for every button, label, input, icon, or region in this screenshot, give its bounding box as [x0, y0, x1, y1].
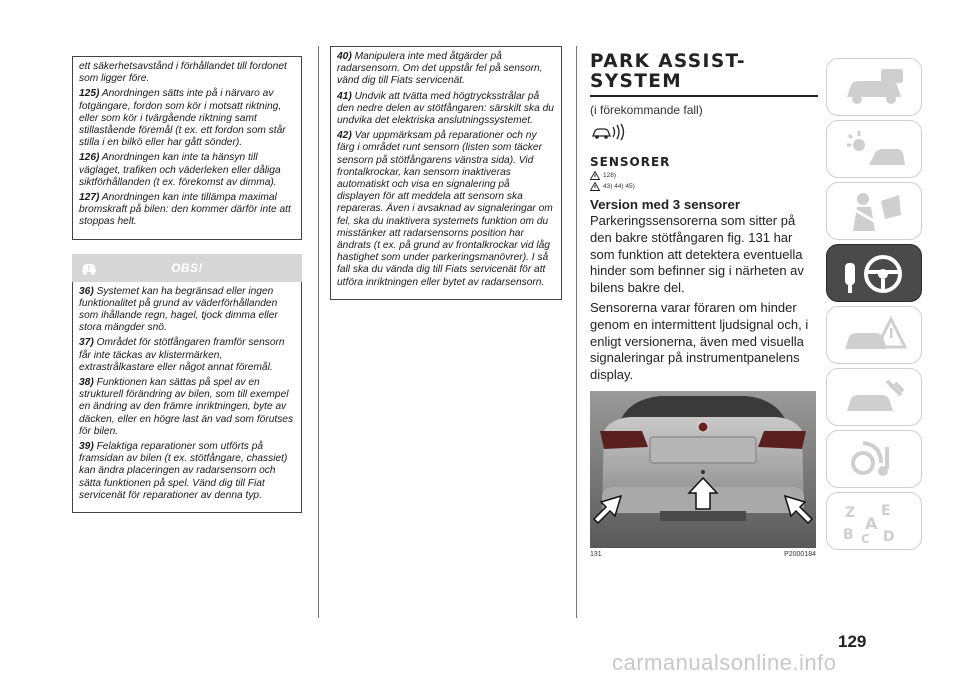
ref-number: 128): [603, 172, 617, 179]
chapter-tabs: [826, 58, 926, 554]
lights-icon: [841, 129, 907, 171]
tab-lights[interactable]: [826, 120, 922, 178]
note-text: Anordningen sätts inte på i närvaro av fotgängare, fordon som kör i motsatt riktning, eller som kör i tvärgående riktning samt stillastående föremål (t ex. ett fordon som står stilla i en bilkö eller har gått sönder).: [79, 88, 286, 149]
note-number: 39): [79, 441, 94, 453]
page-number: 129: [838, 632, 867, 651]
section-title-line: SYSTEM: [590, 71, 683, 92]
section-title: [590, 52, 812, 92]
note-36: [79, 286, 295, 335]
svg-text:Z: Z: [845, 505, 856, 521]
watermark: carmanualsonline.info: [612, 650, 837, 675]
note-text: Undvik att tvätta med högtrycksstrålar på den nedre delen av stötfångaren: särskilt ska du undvika det elektriska anslutningssystemet.: [337, 90, 554, 127]
note-127: [79, 192, 295, 229]
note-text: Funktionen kan sättas på spel av en strukturell förändring av bilen, som till exempel en ändring av den främre inriktningen, byte av däcken, eller en högre last än vad som förutses för bilen.: [79, 377, 294, 437]
body-paragraph: Parkeringssensorerna som sitter på den bakre stötfångaren fig. 131 har som funktion att detektera eventuella hinder som befinner sig i närheten av bilens bakre del.: [590, 213, 804, 296]
ref-number: 43) 44) 45): [603, 183, 635, 190]
note-text: Manipulera inte med åtgärder på radarsensorn. Om det uppstår fel på sensorn, vänd dig till Fiats servicenät.: [337, 51, 543, 87]
multimedia-icon: [841, 439, 907, 481]
note-text: Var uppmärksam på reparationer och ny färg i området runt sensorn (listen som täcker sensorn på stötfångarens vänstra sida). Vid frontalkrockar, kan sensorn inaktiveras automatiskt och visa en signalering på displayen för att meddela att sensorn ska repareras. Även i avsaknad av signaleringar om fel, ska du inaktivera systemets funktion om du misstänker att radarsensorns position har ändrats (t ex. på grund av frontalkrockar vid låg hastighet som under parkeringsmanövrer). I så fall ska du vända dig till Fiats servicenät för att utföra inriktningen eller bytet av radarsensorn.: [337, 130, 553, 288]
column-divider: [318, 46, 319, 618]
tab-maintenance[interactable]: [826, 368, 922, 426]
svg-text:A: A: [865, 514, 878, 533]
note-number: 36): [79, 285, 94, 297]
tab-starting-driving[interactable]: [826, 244, 922, 302]
seat-safety-icon: [841, 191, 907, 233]
note-40: [337, 51, 555, 88]
note-number: 40): [337, 51, 352, 62]
tab-dashboard[interactable]: [826, 58, 922, 116]
note-text: Anordningen kan inte ta hänsyn till väglaget, trafiken och väderleken eller dåliga siktförhållanden (t ex. förekomst av dimma).: [79, 152, 281, 188]
middle-column: [330, 46, 562, 300]
note-number: 127): [79, 192, 100, 204]
note-39: [79, 441, 295, 502]
title-rule: [590, 95, 818, 97]
warning-car-icon: [841, 315, 907, 357]
note-number: 37): [79, 337, 94, 349]
svg-text:E: E: [881, 503, 891, 519]
note-continuation: [79, 61, 295, 85]
note-number: 125): [79, 88, 100, 100]
obs-header: [72, 254, 302, 282]
figure-131-car-rear: [590, 391, 816, 547]
tab-multimedia[interactable]: [826, 430, 922, 488]
left-column: [72, 56, 302, 513]
svg-text:B: B: [843, 527, 854, 543]
note-126: [79, 152, 295, 189]
note-text: Anordningen kan inte tillämpa maximal bromskraft på bilen: den kommer därför inte att stoppas helt.: [79, 192, 291, 228]
note-number: 126): [79, 152, 100, 164]
column-divider: [576, 46, 577, 618]
note-42: [337, 130, 555, 289]
warning-box-top: [72, 56, 302, 240]
index-abc-icon: [841, 501, 907, 543]
warning-triangle-icon: [590, 171, 600, 180]
svg-text:D: D: [883, 529, 895, 543]
attention-triangle-icon: [590, 182, 600, 191]
figure-code: P2000184: [784, 551, 816, 558]
note-text: Systemet kan ha begränsad eller ingen funktionalitet på grund av väderförhållanden som ihållande regn, hagel, tjock dimma eller stora mängder snö.: [79, 285, 278, 334]
park-sensor-icon: [590, 123, 812, 146]
note-number: 42): [337, 130, 352, 142]
note-38: [79, 377, 295, 438]
note-number: 41): [337, 90, 352, 102]
car-dashboard-icon: [841, 67, 907, 109]
maintenance-icon: [841, 377, 907, 419]
tab-index[interactable]: [826, 492, 922, 550]
note-37: [79, 337, 295, 374]
svg-text:C: C: [861, 532, 870, 543]
note-text: Området för stötfångaren framför sensorn får inte täckas av klistermärken, extrastrålkastare eller något annat föremål.: [79, 337, 285, 373]
tab-safety[interactable]: [826, 182, 922, 240]
tab-emergency[interactable]: [826, 306, 922, 364]
figure-caption: [590, 547, 816, 558]
sensorer-heading: SENSORER: [590, 155, 671, 169]
warning-ref-2: [590, 182, 812, 191]
section-title-line: PARK ASSIST-: [590, 51, 746, 72]
version-heading: Version med 3 sensorer: [590, 197, 741, 212]
availability-note: (i förekommande fall): [590, 103, 703, 117]
key-steering-wheel-icon: [841, 253, 907, 295]
obs-box: [72, 282, 302, 513]
warning-ref-1: [590, 171, 812, 180]
right-column: [590, 52, 812, 387]
note-text: Felaktiga reparationer som utförts på framsidan av bilen (t ex. stötfångare, chassiet) kan ändra placeringen av radarsensorn och sätta funktionen på spel. Vänd dig till Fiat servicenät för reparationer av denna typ.: [79, 441, 288, 501]
body-paragraph: Sensorerna varar föraren om hinder genom en intermittent ljudsignal och, i enligt versionerna, även med visuella signaleringar på instrumentpanelens display.: [590, 299, 809, 383]
note-125: [79, 88, 295, 149]
warning-box-middle: [330, 46, 562, 300]
note-41: [337, 91, 555, 128]
note-text: ett säkerhetsavstånd i förhållandet till fordonet som ligger före.: [79, 61, 287, 85]
obs-title: OBS!: [171, 260, 203, 275]
figure-number: 131: [590, 551, 602, 558]
note-number: 38): [79, 377, 94, 389]
